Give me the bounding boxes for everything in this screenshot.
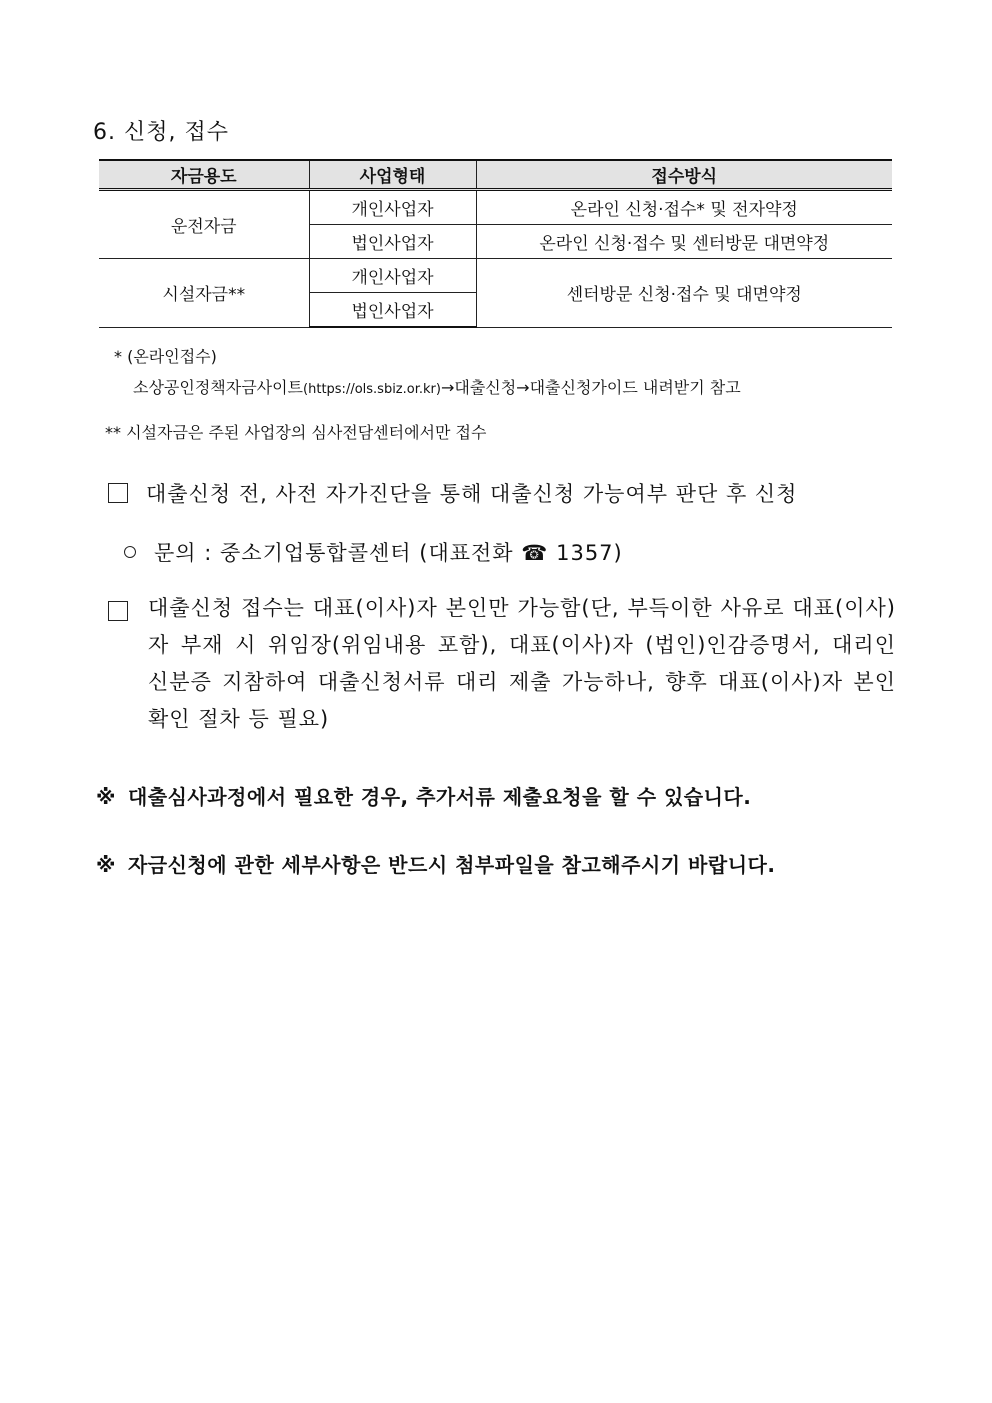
fund-operating: 운전자금 bbox=[99, 190, 309, 259]
table-row bbox=[99, 190, 892, 225]
footnote-site-path: →대출신청→대출신청가이드 내려받기 참고 bbox=[440, 378, 741, 397]
business-type-cell: 법인사업자 bbox=[309, 293, 476, 328]
square-bullet-icon bbox=[108, 601, 128, 621]
inquiry-item bbox=[124, 537, 623, 567]
fund-facility: 시설자금** bbox=[99, 259, 309, 328]
method-cell: 온라인 신청·접수 및 센터방문 대면약정 bbox=[476, 225, 892, 259]
footnote-online-detail bbox=[133, 375, 741, 398]
section-title: 6. 신청, 접수 bbox=[93, 120, 229, 145]
reference-mark-icon: ※ bbox=[96, 853, 116, 877]
business-type-cell: 개인사업자 bbox=[309, 259, 476, 293]
self-check-text: 대출신청 전, 사전 자가진단을 통해 대출신청 가능여부 판단 후 신청 bbox=[146, 482, 798, 506]
footnote-online-label: * (온라인접수) bbox=[114, 347, 217, 366]
header-business-type: 사업형태 bbox=[309, 160, 476, 190]
circle-bullet-icon bbox=[124, 546, 136, 558]
footnote-site-name: 소상공인정책자금사이트 bbox=[133, 378, 304, 397]
method-cell: 온라인 신청·접수* 및 전자약정 bbox=[476, 190, 892, 225]
business-type-cell: 개인사업자 bbox=[309, 190, 476, 225]
application-paragraph: 대출신청 접수는 대표(이사)자 본인만 가능함(단, 부득이한 사유로 대표(이사)자 부재 시 위임장(위임내용 포함), 대표(이사)자 (법인)인감증명서, 대리인 신분증 지참하여 대출신청서류 대리 제출 가능하나, 향후 대표(이사)자 본인 확인 절차 등 필요) bbox=[148, 596, 896, 731]
header-application-method: 접수방식 bbox=[476, 160, 892, 190]
reference-mark-icon: ※ bbox=[96, 785, 116, 809]
self-check-item bbox=[108, 478, 797, 508]
header-fund-usage: 자금용도 bbox=[99, 160, 309, 190]
business-type-cell: 법인사업자 bbox=[309, 225, 476, 259]
notice-attachment-text: 자금신청에 관한 세부사항은 반드시 첨부파일을 참고해주시기 바랍니다. bbox=[127, 853, 776, 877]
notice-attachment bbox=[96, 849, 775, 878]
table-header-row bbox=[99, 160, 892, 190]
notice-additional-docs-text: 대출심사과정에서 필요한 경우, 추가서류 제출요청을 할 수 있습니다. bbox=[127, 785, 752, 809]
method-cell: 센터방문 신청·접수 및 대면약정 bbox=[476, 259, 892, 328]
table-row bbox=[99, 259, 892, 293]
footnote-site-url: (https://ols.sbiz.or.kr) bbox=[303, 382, 441, 397]
square-bullet-icon bbox=[108, 483, 128, 503]
footnote-facility: ** 시설자금은 주된 사업장의 심사전담센터에서만 접수 bbox=[105, 423, 487, 442]
notice-additional-docs bbox=[96, 781, 751, 810]
application-method-table bbox=[99, 159, 892, 328]
inquiry-text: 문의 : 중소기업통합콜센터 (대표전화 ☎ 1357) bbox=[154, 541, 623, 565]
